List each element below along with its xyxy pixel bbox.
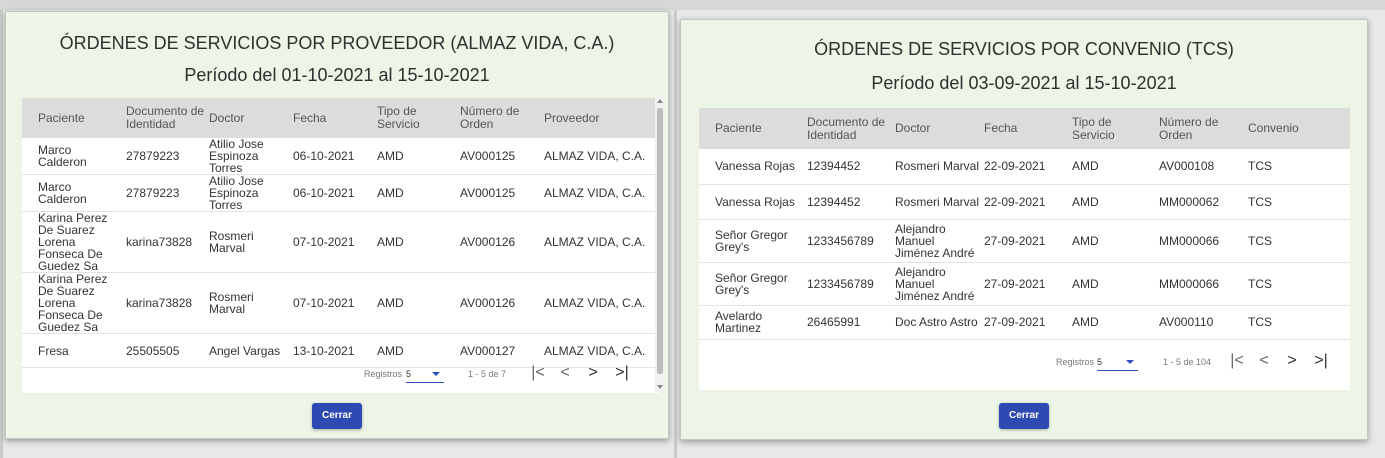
cell-tipo-servicio: AMD — [1068, 184, 1155, 219]
cell-paciente: Marco Calderon — [22, 138, 122, 175]
cell-paciente: Señor Gregor Grey's — [699, 262, 803, 305]
cell-fecha: 06-10-2021 — [289, 175, 373, 212]
page-size-value: 5 — [1097, 357, 1103, 367]
cell-proveedor: ALMAZ VIDA, C.A. — [540, 138, 659, 175]
table-row[interactable] — [699, 262, 1350, 305]
table-row[interactable] — [699, 184, 1350, 219]
scroll-down-arrow-icon[interactable] — [657, 385, 663, 389]
last-page-icon[interactable]: >| — [615, 364, 629, 381]
cell-paciente: Karina Perez De Suarez Lorena Fonseca De Guedez Sa — [22, 273, 122, 334]
cell-doctor: Atilio Jose Espinoza Torres — [205, 175, 289, 212]
table-header-row — [699, 108, 1350, 149]
column-header-numero-orden[interactable]: Número de Orden — [1159, 114, 1219, 142]
paginator — [22, 352, 659, 392]
column-header-doctor[interactable]: Doctor — [209, 110, 245, 125]
backdrop-stripe — [0, 0, 1385, 10]
previous-page-icon[interactable]: < — [560, 364, 570, 381]
first-page-icon[interactable]: |< — [531, 364, 545, 381]
cell-numero-orden: AV000108 — [1155, 149, 1244, 184]
cell-doctor: Alejandro Manuel Jiménez André — [891, 219, 980, 262]
backdrop-edge-middle — [674, 10, 677, 458]
cell-tipo-servicio: AMD — [373, 175, 456, 212]
cell-doctor: Alejandro Manuel Jiménez André — [891, 262, 980, 305]
cell-paciente: Marco Calderon — [22, 175, 122, 212]
cell-numero-orden: MM000066 — [1155, 262, 1244, 305]
cell-doctor: Rosmeri Marval — [891, 149, 980, 184]
first-page-icon[interactable]: |< — [1230, 352, 1244, 369]
cell-paciente: Vanessa Rojas — [699, 184, 803, 219]
cell-convenio: TCS — [1244, 219, 1350, 262]
cell-doctor: Rosmeri Marval — [205, 212, 289, 273]
column-header-fecha[interactable]: Fecha — [984, 121, 1018, 135]
cell-numero-orden: MM000066 — [1155, 219, 1244, 262]
column-header-convenio[interactable]: Convenio — [1248, 121, 1299, 135]
backdrop-edge-left — [0, 10, 3, 458]
column-header-documento[interactable]: Documento de Identidad — [126, 104, 205, 131]
dropdown-arrow-icon — [1126, 360, 1134, 364]
cell-paciente: Karina Perez De Suarez Lorena Fonseca De Guedez Sa — [22, 212, 122, 273]
cell-proveedor: ALMAZ VIDA, C.A. — [540, 273, 659, 334]
cell-documento: karina73828 — [122, 212, 205, 273]
orders-table-card — [22, 98, 659, 393]
column-header-proveedor[interactable]: Proveedor — [544, 110, 600, 125]
table-row[interactable] — [22, 138, 659, 175]
cell-fecha: 07-10-2021 — [289, 212, 373, 273]
cell-documento: 1233456789 — [803, 219, 891, 262]
cell-paciente: Señor Gregor Grey's — [699, 219, 803, 262]
cell-documento: 27879223 — [122, 175, 205, 212]
cell-documento: 26465991 — [803, 305, 891, 339]
last-page-icon[interactable]: >| — [1314, 352, 1328, 369]
provider-orders-dialog — [5, 11, 669, 439]
column-header-tipo-servicio[interactable]: Tipo de Servicio — [377, 104, 420, 131]
orders-table — [699, 108, 1350, 340]
page-size-select[interactable] — [1097, 351, 1138, 371]
column-header-documento[interactable]: Documento de Identidad — [807, 114, 886, 142]
table-row[interactable] — [22, 273, 659, 334]
cell-fecha: 13-10-2021 — [289, 334, 373, 368]
dialog-period: Período del 03-09-2021 al 15-10-2021 — [871, 73, 1177, 93]
cell-doctor: Angel Vargas — [205, 334, 289, 368]
column-header-tipo-servicio[interactable]: Tipo de Servicio — [1072, 114, 1115, 142]
page-range-label: 1 - 5 de 7 — [468, 369, 507, 379]
cell-numero-orden: MM000062 — [1155, 184, 1244, 219]
cell-fecha: 22-09-2021 — [980, 149, 1068, 184]
cell-documento: 12394452 — [803, 184, 891, 219]
cell-fecha: 27-09-2021 — [980, 305, 1068, 339]
cell-documento: 1233456789 — [803, 262, 891, 305]
cell-proveedor: ALMAZ VIDA, C.A. — [540, 334, 659, 368]
cell-fecha: 07-10-2021 — [289, 273, 373, 334]
cell-documento: 25505505 — [122, 334, 205, 368]
cell-paciente: Fresa — [22, 334, 122, 368]
cell-convenio: TCS — [1244, 184, 1350, 219]
cell-numero-orden: AV000126 — [456, 212, 540, 273]
next-page-icon[interactable]: > — [588, 364, 598, 381]
dialog-title: ÓRDENES DE SERVICIOS POR PROVEEDOR (ALMAZ VIDA, C.A.) — [59, 33, 615, 53]
vertical-scrollbar[interactable] — [655, 96, 665, 392]
page-size-value: 5 — [406, 369, 412, 379]
page-size-select[interactable] — [406, 363, 444, 383]
table-row[interactable] — [699, 305, 1350, 339]
cell-tipo-servicio: AMD — [373, 138, 456, 175]
page-size-label: Registros — [1056, 357, 1095, 367]
cell-documento: 12394452 — [803, 149, 891, 184]
cell-tipo-servicio: AMD — [1068, 149, 1155, 184]
cell-numero-orden: AV000125 — [456, 175, 540, 212]
cell-tipo-servicio: AMD — [373, 334, 456, 368]
close-button[interactable]: Cerrar — [312, 403, 362, 429]
cell-numero-orden: AV000110 — [1155, 305, 1244, 339]
next-page-icon[interactable]: > — [1287, 352, 1297, 369]
cell-fecha: 22-09-2021 — [980, 184, 1068, 219]
cell-fecha: 27-09-2021 — [980, 262, 1068, 305]
table-row[interactable] — [22, 175, 659, 212]
cell-tipo-servicio: AMD — [373, 273, 456, 334]
cell-convenio: TCS — [1244, 262, 1350, 305]
cell-doctor: Rosmeri Marval — [891, 184, 980, 219]
cell-numero-orden: AV000125 — [456, 138, 540, 175]
cell-proveedor: ALMAZ VIDA, C.A. — [540, 212, 659, 273]
cell-doctor: Rosmeri Marval — [205, 273, 289, 334]
cell-documento: karina73828 — [122, 273, 205, 334]
cell-tipo-servicio: AMD — [373, 212, 456, 273]
orders-table-card — [699, 108, 1350, 390]
column-header-paciente[interactable]: Paciente — [715, 121, 762, 135]
cell-numero-orden: AV000126 — [456, 273, 540, 334]
page-range-label: 1 - 5 de 104 — [1163, 357, 1212, 367]
close-button[interactable]: Cerrar — [999, 403, 1049, 429]
table-row[interactable] — [699, 149, 1350, 184]
cell-fecha: 27-09-2021 — [980, 219, 1068, 262]
cell-tipo-servicio: AMD — [1068, 219, 1155, 262]
column-header-numero-orden[interactable]: Número de Orden — [460, 104, 520, 131]
table-header-row — [22, 98, 659, 138]
cell-paciente: Vanessa Rojas — [699, 149, 803, 184]
cell-documento: 27879223 — [122, 138, 205, 175]
previous-page-icon[interactable]: < — [1259, 352, 1269, 369]
cell-convenio: TCS — [1244, 305, 1350, 339]
cell-fecha: 06-10-2021 — [289, 138, 373, 175]
cell-paciente: Avelardo Martinez — [699, 305, 803, 339]
dropdown-arrow-icon — [432, 372, 440, 376]
column-header-doctor[interactable]: Doctor — [895, 121, 931, 135]
cell-doctor: Doc Astro Astro — [891, 305, 980, 339]
cell-numero-orden: AV000127 — [456, 334, 540, 368]
agreement-orders-dialog — [680, 19, 1368, 440]
scroll-up-arrow-icon[interactable] — [657, 99, 663, 103]
cell-tipo-servicio: AMD — [1068, 305, 1155, 339]
dialog-title: ÓRDENES DE SERVICIOS POR CONVENIO (TCS) — [814, 39, 1234, 59]
paginator — [699, 340, 1350, 380]
orders-table — [22, 98, 659, 368]
cell-tipo-servicio: AMD — [1068, 262, 1155, 305]
cell-doctor: Atilio Jose Espinoza Torres — [205, 138, 289, 175]
column-header-fecha[interactable]: Fecha — [293, 110, 327, 125]
page-size-label: Registros — [364, 369, 403, 379]
cell-proveedor: ALMAZ VIDA, C.A. — [540, 175, 659, 212]
dialog-period: Período del 01-10-2021 al 15-10-2021 — [184, 65, 490, 85]
cell-convenio: TCS — [1244, 149, 1350, 184]
table-row[interactable] — [699, 219, 1350, 262]
table-row[interactable] — [22, 212, 659, 273]
scrollbar-thumb[interactable] — [657, 108, 663, 374]
column-header-paciente[interactable]: Paciente — [38, 110, 85, 125]
